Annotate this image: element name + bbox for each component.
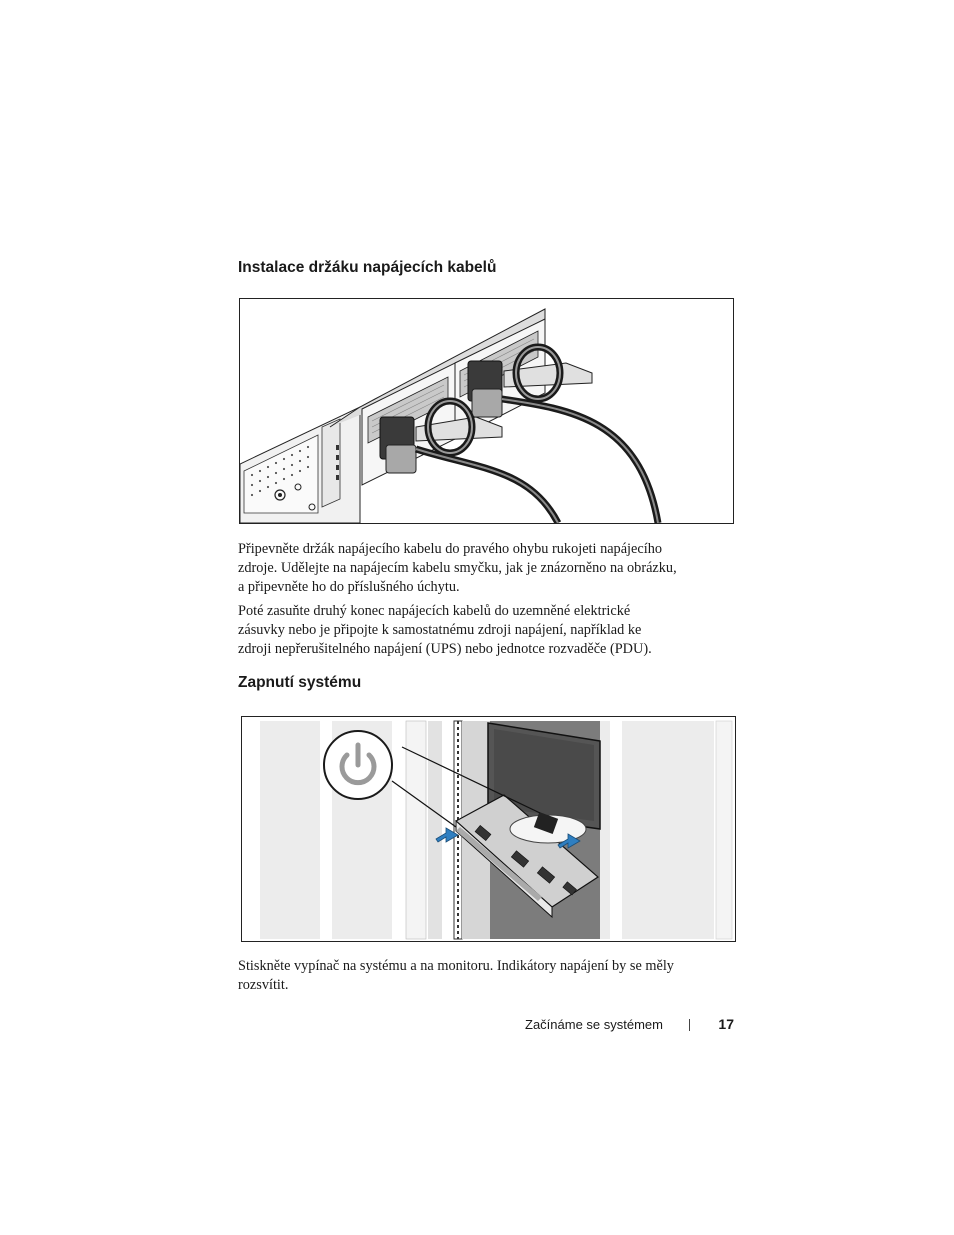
text-line: zásuvky nebo je připojte k samostatnému zdroji napájení, například ke bbox=[238, 622, 642, 638]
paragraph-cable-holder-1 bbox=[238, 540, 738, 597]
section-heading-power-on: Zapnutí systému bbox=[238, 674, 362, 691]
footer-separator bbox=[689, 1019, 690, 1031]
text-line: Připevněte držák napájecího kabelu do pravého ohybu rukojeti napájecího bbox=[238, 541, 662, 557]
text-line: rozsvítit. bbox=[238, 977, 289, 993]
text-line: Stiskněte vypínač na systému a na monitoru. Indikátory napájení by se měly bbox=[238, 958, 674, 974]
text-line: zdroje. Udělejte na napájecím kabelu smyčku, jak je znázorněno na obrázku, bbox=[238, 560, 677, 576]
footer-chapter-title: Začínáme se systémem bbox=[525, 1017, 663, 1032]
figure-power-cable-holders bbox=[239, 298, 734, 524]
text-line: a připevněte ho do příslušného úchytu. bbox=[238, 579, 460, 595]
power-supply-illustration bbox=[240, 299, 733, 523]
page-footer bbox=[500, 1016, 736, 1034]
power-button-illustration bbox=[242, 717, 735, 941]
text-line: Poté zasuňte druhý konec napájecích kabelů do uzemněné elektrické bbox=[238, 603, 631, 619]
paragraph-power-on bbox=[238, 957, 738, 995]
text-line: zdroji nepřerušitelného napájení (UPS) nebo jednotce rozvaděče (PDU). bbox=[238, 641, 652, 657]
page-number: 17 bbox=[718, 1016, 734, 1032]
paragraph-cable-holder-2 bbox=[238, 602, 738, 659]
figure-power-on-system bbox=[241, 716, 736, 942]
section-heading-cable-holder: Instalace držáku napájecích kabelů bbox=[238, 259, 497, 276]
